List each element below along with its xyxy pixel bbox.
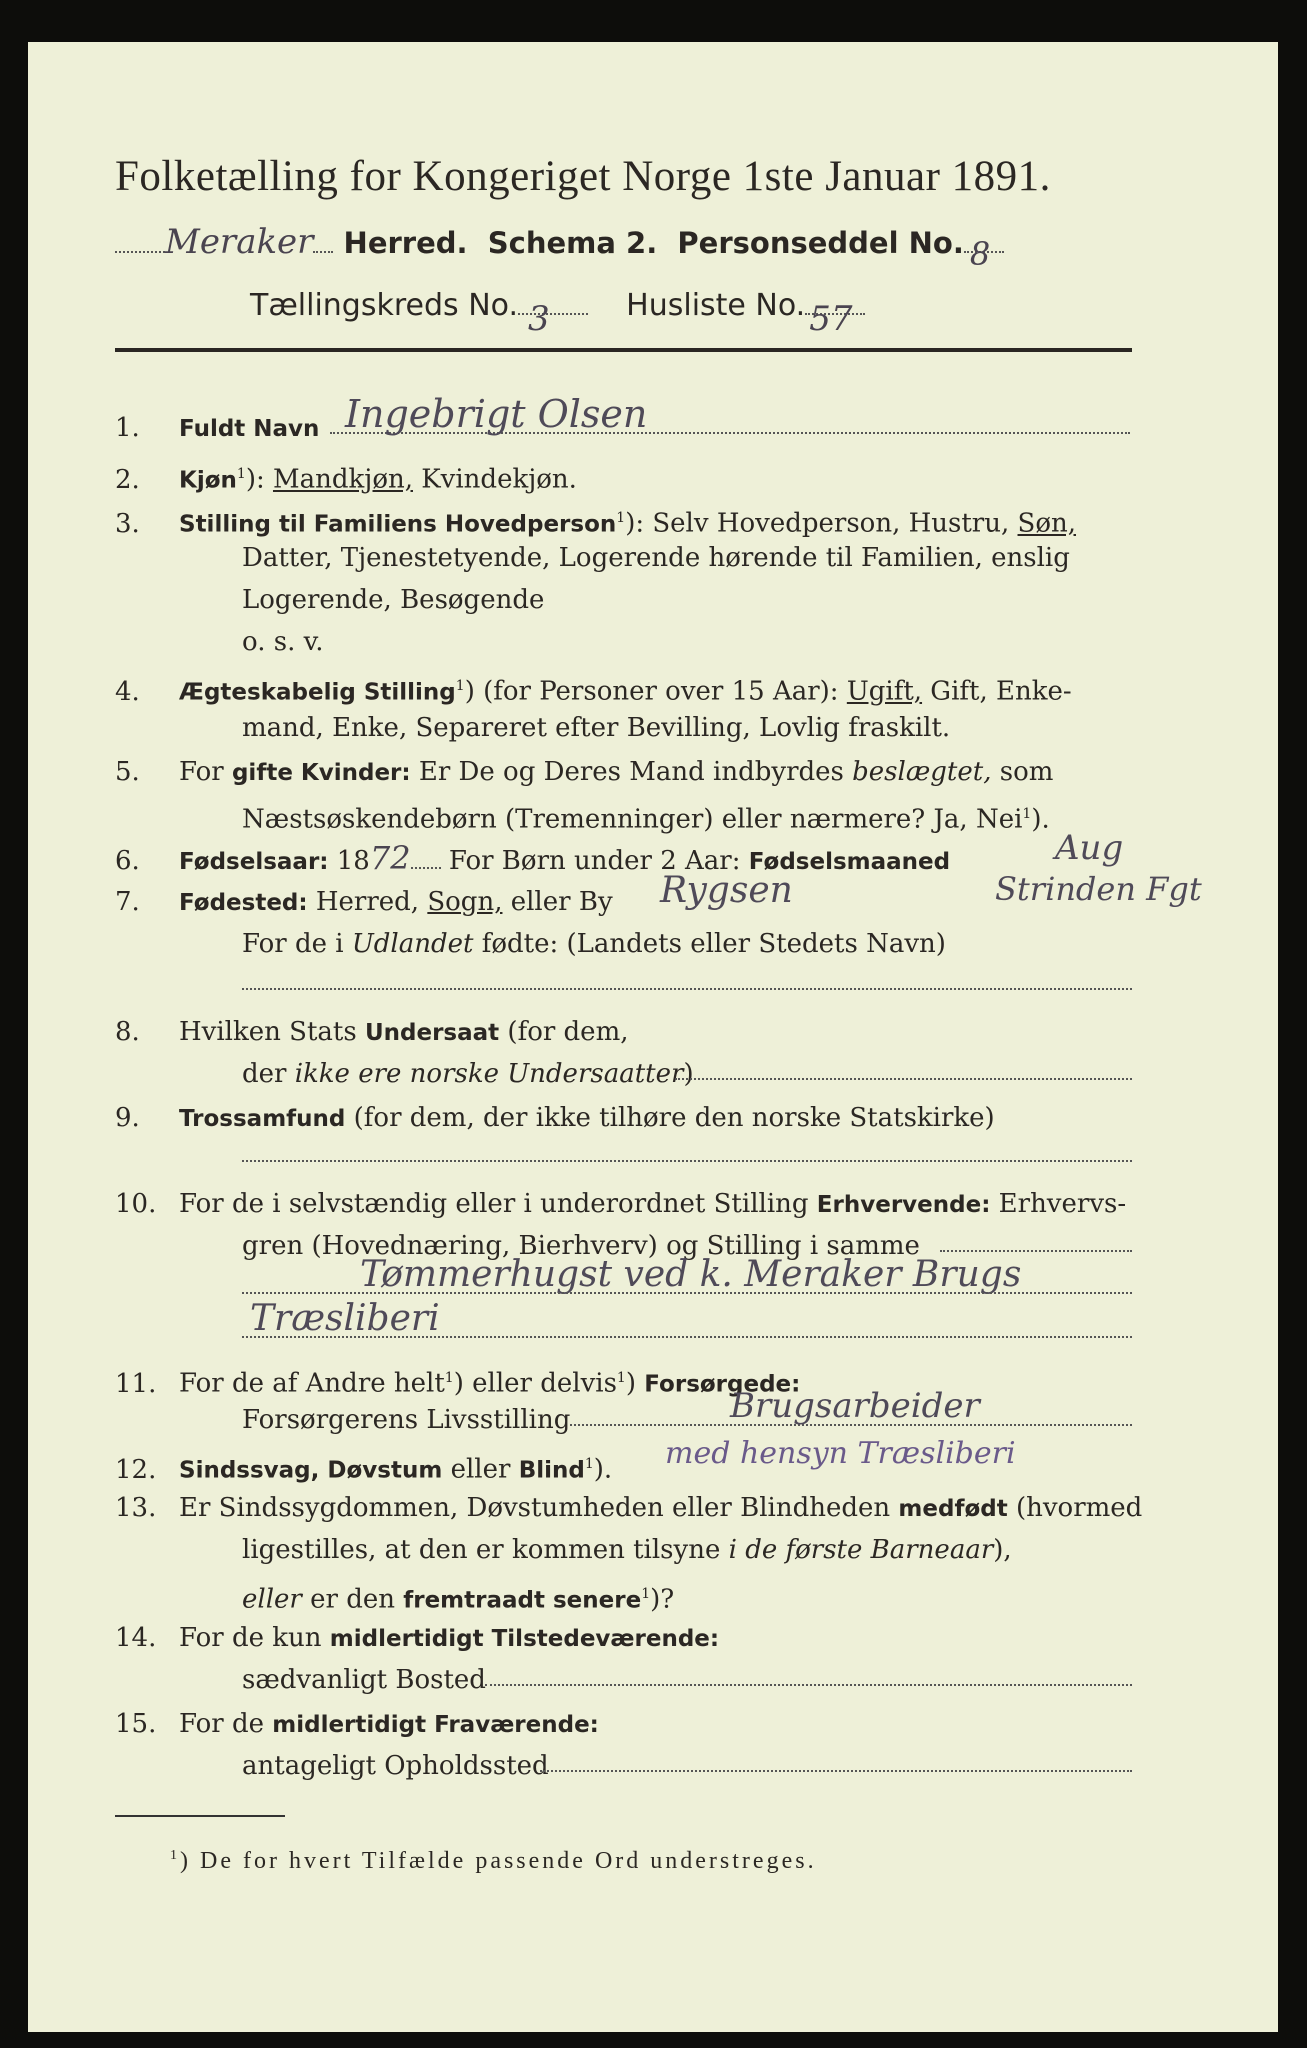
header-rule	[115, 348, 1132, 352]
item-5: 5. For gifte Kvinder: Er De og Deres Mand indbyrdes beslægtet, som	[115, 757, 1054, 787]
item-14: 14. For de kun midlertidigt Tilstedeværende:	[115, 1623, 720, 1653]
occupation-handwriting: Tømmerhugst ved k. Meraker Brugs	[360, 1254, 1022, 1295]
item-11: 11. For de af Andre helt$^1$) eller delvis$^1$) Forsørgede:	[115, 1368, 801, 1399]
religion-line	[242, 1160, 1132, 1162]
full-name-handwriting: Ingebrigt Olsen	[345, 392, 648, 436]
provider-handwriting: Brugsarbeider	[730, 1386, 980, 1426]
footnote-rule	[115, 1815, 285, 1817]
personseddel-label: Personseddel No.	[677, 226, 964, 260]
kreds-handwriting: 3	[528, 299, 550, 339]
option-son-underlined: Søn,	[1017, 508, 1076, 539]
kreds-label: Tællingskreds No.	[250, 288, 518, 323]
item-3: 3. Stilling til Familiens Hovedperson$^1$): Selv Hovedperson, Hustru, Søn,	[115, 508, 1076, 539]
husliste-handwriting: 57	[809, 299, 853, 339]
item-15: 15. For de midlertidigt Fraværende:	[115, 1709, 599, 1739]
item-4: 4. Ægteskabelig Stilling$^1$) (for Personer over 15 Aar): Ugift, Gift, Enke-	[115, 676, 1072, 707]
option-ugift-underlined: Ugift,	[846, 676, 923, 707]
occupation-handwriting-2: Træsliberi	[250, 1298, 440, 1339]
disability-handwriting: med hensyn Træsliberi	[665, 1436, 1016, 1471]
form-title: Folketælling for Kongeriget Norge 1ste Januar 1891.	[115, 153, 1051, 200]
birthplace-handwriting: Rygsen	[660, 870, 793, 911]
item-1: 1. Fuldt Navn	[115, 413, 320, 443]
item-9: 9. Trossamfund (for dem, der ikke tilhøre den norske Statskirke)	[115, 1103, 995, 1133]
item-8: 8. Hvilken Stats Undersaat (for dem,	[115, 1017, 629, 1047]
item-13: 13. Er Sindssygdommen, Døvstumheden eller Blindheden medfødt (hvormed	[115, 1493, 1143, 1523]
item-12: 12. Sindssvag, Døvstum eller Blind$^1$).	[115, 1454, 613, 1485]
birth-year-handwriting: 72	[369, 839, 411, 877]
option-sogn-underlined: Sogn,	[427, 887, 503, 917]
herred-label: Herred.	[343, 226, 468, 260]
item-7: 7. Fødested: Herred, Sogn, eller By	[115, 887, 613, 917]
header-line-kreds	[250, 288, 865, 339]
item-6: 6. Fødselsaar: 1872 For Børn under 2 Aar: Fødselsmaaned	[115, 839, 951, 877]
foreign-birthplace-line	[242, 988, 1132, 990]
full-name-label: Fuldt Navn	[179, 416, 320, 442]
schema-label: Schema 2.	[487, 226, 658, 260]
item-10: 10. For de i selvstændig eller i underordnet Stilling Erhvervende: Erhvervs-	[115, 1189, 1127, 1219]
option-mandkjon-underlined: Mandkjøn,	[272, 464, 413, 495]
herred-handwriting: Meraker	[165, 222, 314, 262]
header-line-herred	[115, 222, 1004, 273]
citizenship-line	[675, 1078, 1132, 1080]
personseddel-handwriting: 8	[969, 235, 991, 273]
birth-month-handwriting: Aug	[1055, 828, 1124, 868]
husliste-label: Husliste No.	[626, 288, 806, 323]
footnote: $^1$) De for hvert Tilfælde passende Ord understreges.	[170, 1848, 817, 1874]
item-2: 2. Kjøn$^1$): Mandkjøn, Kvindekjøn.	[115, 464, 577, 495]
birthplace-handwriting-2: Strinden Fgt	[995, 870, 1202, 908]
